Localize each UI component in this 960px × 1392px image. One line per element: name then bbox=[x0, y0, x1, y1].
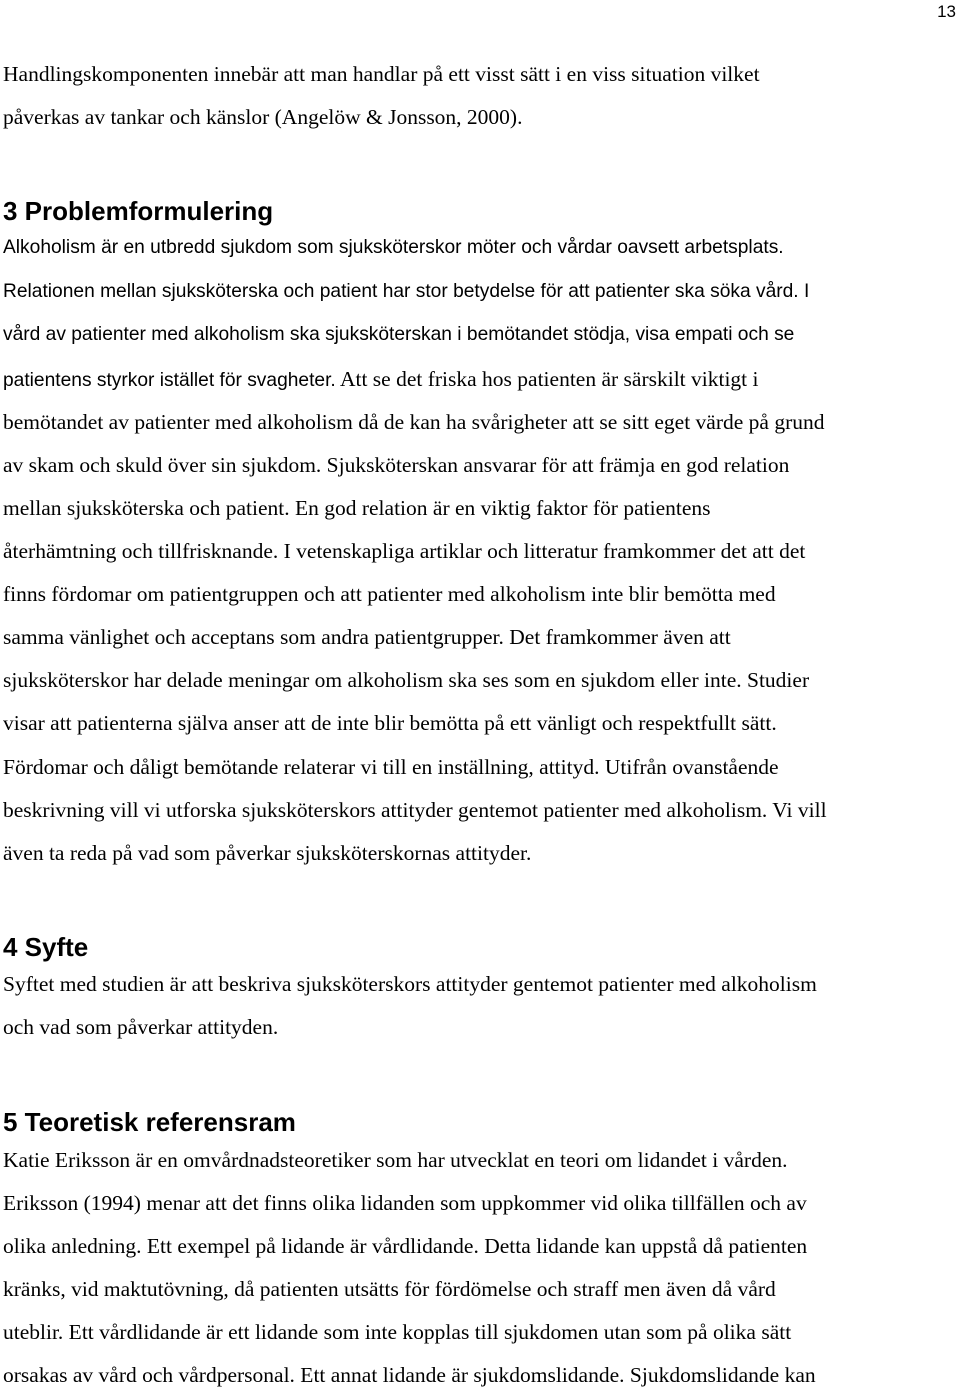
body-text-line bbox=[3, 366, 759, 393]
body-text-line: Katie Eriksson är en omvårdnadsteoretiker som har utvecklat en teori om lidandet i vården. bbox=[3, 1148, 788, 1172]
body-text-line: Fördomar och dåligt bemötande relaterar vi till en inställning, attityd. Utifrån ovanstående bbox=[3, 755, 779, 779]
body-text-line: orsakas av vård och vårdpersonal. Ett annat lidande är sjukdomslidande. Sjukdomslidande kan bbox=[3, 1363, 816, 1387]
body-text-line: kränks, vid maktutövning, då patienten utsätts för fördömelse och straff men även då vård bbox=[3, 1277, 776, 1301]
body-text-line: mellan sjuksköterska och patient. En god relation är en viktig faktor för patientens bbox=[3, 496, 711, 520]
body-text-line: påverkas av tankar och känslor (Angelöw & Jonsson, 2000). bbox=[3, 105, 523, 129]
body-text-line: finns fördomar om patientgruppen och att patienter med alkoholism inte blir bemötta med bbox=[3, 582, 776, 606]
body-text-line: och vad som påverkar attityden. bbox=[3, 1015, 279, 1039]
body-text-line: beskrivning vill vi utforska sjuksköterskors attityder gentemot patienter med alkoholism. Vi vill bbox=[3, 798, 827, 822]
section-heading-teoretisk-referensram: 5 Teoretisk referensram bbox=[3, 1107, 296, 1137]
body-text-line: uteblir. Ett vårdlidande är ett lidande som inte kopplas till sjukdomen utan som på olika sätt bbox=[3, 1320, 792, 1344]
body-text-segment: patientens styrkor istället för svagheter. bbox=[3, 370, 336, 391]
section-heading-syfte: 4 Syfte bbox=[3, 932, 89, 962]
body-text-line: återhämtning och tillfrisknande. I vetenskapliga artiklar och litteratur framkommer det att det bbox=[3, 539, 806, 563]
body-text-line: även ta reda på vad som påverkar sjuksköterskornas attityder. bbox=[3, 841, 532, 865]
body-text-line: bemötandet av patienter med alkoholism då de kan ha svårigheter att se sitt eget värde på grund bbox=[3, 410, 825, 434]
body-text-segment: Att se det friska hos patienten är särskilt viktigt i bbox=[335, 367, 759, 391]
body-text-line: Alkoholism är en utbredd sjukdom som sjuksköterskor möter och vårdar oavsett arbetsplats. bbox=[3, 237, 784, 258]
body-text-line: Eriksson (1994) menar att det finns olika lidanden som uppkommer vid olika tillfällen och av bbox=[3, 1191, 807, 1215]
body-text-line: Handlingskomponenten innebär att man handlar på ett visst sätt i en viss situation vilket bbox=[3, 62, 760, 86]
body-text-line: vård av patienter med alkoholism ska sjuksköterskan i bemötandet stödja, visa empati och se bbox=[3, 324, 795, 345]
body-text-line: visar att patienterna själva anser att de inte blir bemötta på ett vänligt och respektfullt sätt. bbox=[3, 711, 777, 735]
body-text-line: sjuksköterskor har delade meningar om alkoholism ska ses som en sjukdom eller inte. Studier bbox=[3, 668, 810, 692]
body-text-line: Syftet med studien är att beskriva sjuksköterskors attityder gentemot patienter med alkoholism bbox=[3, 972, 817, 996]
body-text-line: samma vänlighet och acceptans som andra patientgrupper. Det framkommer även att bbox=[3, 625, 731, 649]
page-number: 13 bbox=[937, 2, 956, 21]
body-text-line: av skam och skuld över sin sjukdom. Sjuksköterskan ansvarar för att främja en god relation bbox=[3, 453, 790, 477]
body-text-line: olika anledning. Ett exempel på lidande är vårdlidande. Detta lidande kan uppstå då patienten bbox=[3, 1234, 808, 1258]
body-text-line: Relationen mellan sjuksköterska och patient har stor betydelse för att patienter ska söka vård. I bbox=[3, 281, 810, 302]
section-heading-problemformulering: 3 Problemformulering bbox=[3, 196, 274, 226]
